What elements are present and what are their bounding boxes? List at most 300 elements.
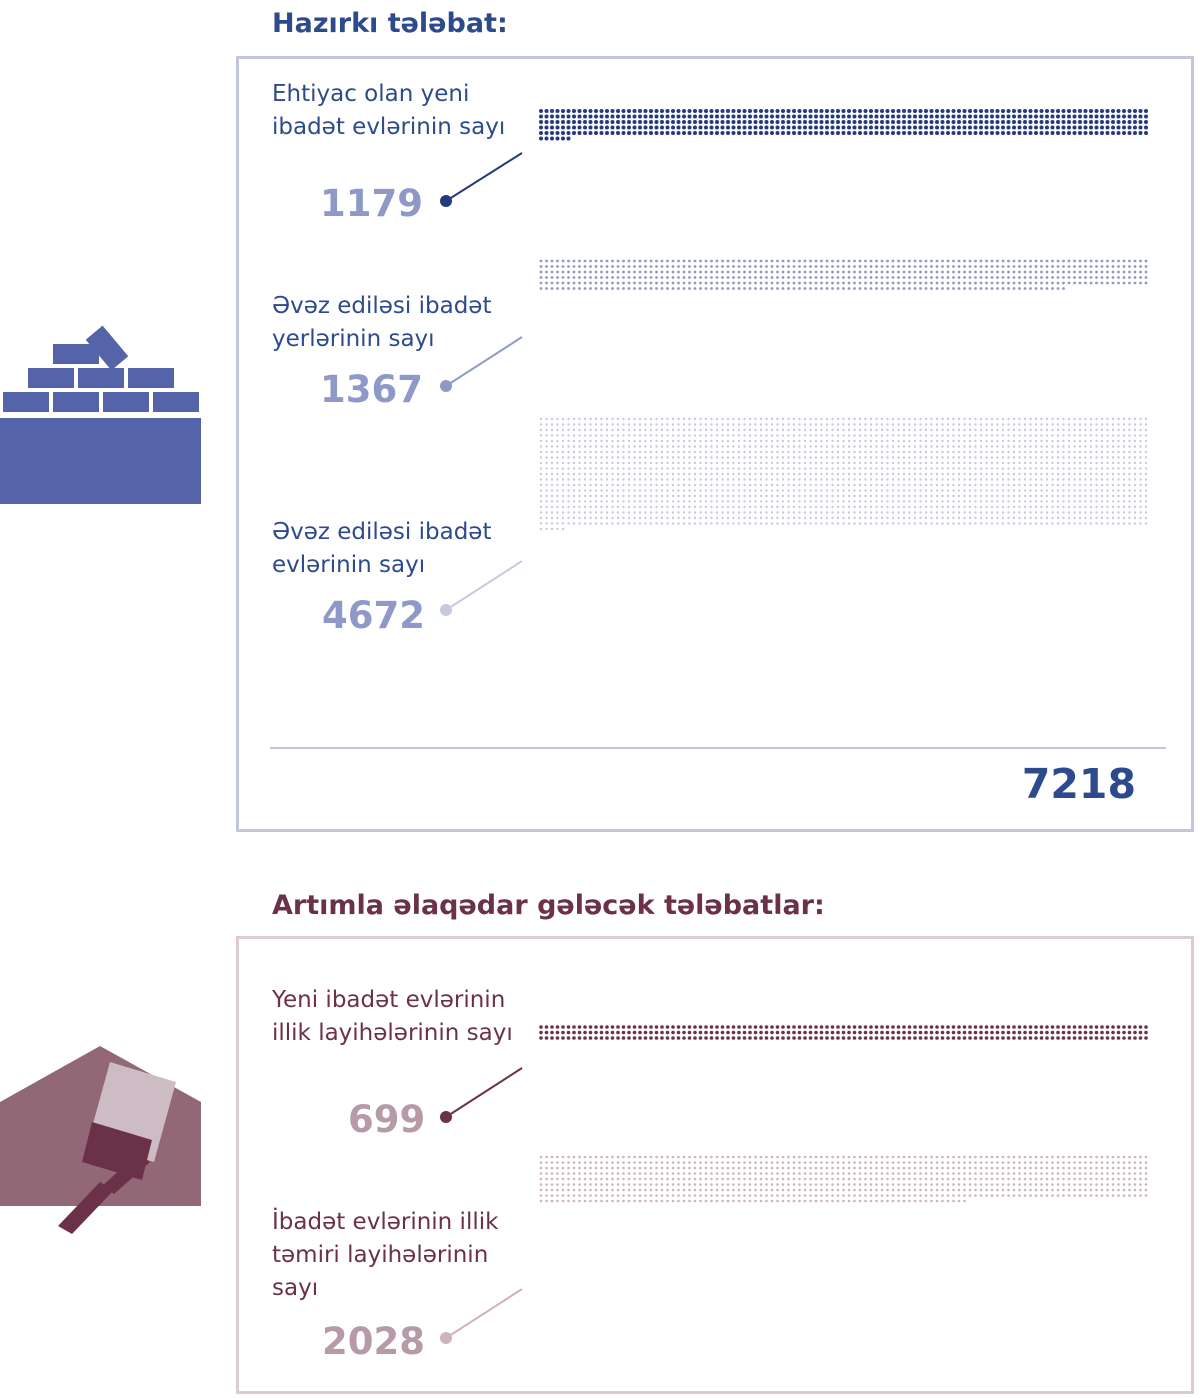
dot-mark — [996, 260, 999, 263]
dot-mark — [930, 1156, 933, 1159]
dot-mark — [875, 423, 877, 425]
dot-mark — [743, 506, 745, 508]
dot-mark — [864, 434, 866, 436]
dot-mark — [936, 484, 938, 486]
dot-mark — [1001, 109, 1005, 113]
dot-mark — [848, 287, 851, 290]
dot-mark — [1139, 1189, 1142, 1192]
dot-mark — [875, 489, 877, 491]
dot-mark — [782, 1183, 785, 1186]
dot-mark — [771, 418, 773, 420]
dot-mark — [996, 500, 998, 502]
dot-mark — [820, 445, 822, 447]
dot-mark — [1101, 440, 1103, 442]
dot-mark — [1101, 265, 1104, 268]
dot-mark — [826, 423, 828, 425]
dot-mark — [815, 484, 817, 486]
dot-mark — [562, 1167, 565, 1170]
dot-mark — [622, 522, 624, 524]
dot-mark — [688, 1025, 692, 1029]
dot-mark — [1095, 522, 1097, 524]
dot-mark — [1084, 478, 1086, 480]
dot-mark — [672, 511, 674, 513]
dot-mark — [628, 445, 630, 447]
dot-mark — [969, 271, 972, 274]
dot-mark — [864, 418, 866, 420]
dot-mark — [1040, 282, 1043, 285]
dot-mark — [617, 517, 619, 519]
dot-mark — [776, 489, 778, 491]
dot-mark — [611, 265, 614, 268]
dot-mark — [716, 429, 718, 431]
dot-mark — [743, 500, 745, 502]
dot-mark — [611, 1178, 614, 1181]
dot-mark — [842, 271, 845, 274]
dot-mark — [600, 115, 604, 119]
dot-mark — [936, 287, 939, 290]
dot-mark — [1106, 1194, 1109, 1197]
dot-mark — [859, 1172, 862, 1175]
dot-mark — [1139, 489, 1141, 491]
dot-mark — [716, 467, 718, 469]
dot-mark — [870, 271, 873, 274]
dot-mark — [996, 1189, 999, 1192]
dot-mark — [897, 265, 900, 268]
dot-mark — [1018, 287, 1021, 290]
dot-mark — [661, 260, 664, 263]
dot-mark — [787, 495, 789, 497]
dot-mark — [578, 429, 580, 431]
dot-mark — [732, 126, 736, 130]
dot-mark — [661, 511, 663, 513]
dot-mark — [875, 495, 877, 497]
dot-mark — [853, 456, 855, 458]
dot-mark — [1123, 265, 1126, 268]
dot-mark — [842, 423, 844, 425]
dot-mark — [727, 287, 730, 290]
dot-mark — [886, 1194, 889, 1197]
dot-mark — [677, 434, 679, 436]
dot-mark — [974, 1156, 977, 1159]
dot-mark — [930, 495, 932, 497]
dot-mark — [936, 451, 938, 453]
dot-mark — [693, 115, 697, 119]
dot-mark — [1002, 1172, 1005, 1175]
dot-mark — [611, 120, 615, 124]
dot-mark — [639, 1189, 642, 1192]
dot-mark — [930, 1161, 933, 1164]
dot-mark — [1128, 1031, 1132, 1035]
dot-mark — [787, 429, 789, 431]
dot-mark — [864, 276, 867, 279]
dot-mark — [1073, 1036, 1077, 1040]
dot-mark — [655, 434, 657, 436]
dot-mark — [1040, 276, 1043, 279]
dot-mark — [837, 1178, 840, 1181]
dot-mark — [628, 1194, 631, 1197]
dot-mark — [903, 1167, 906, 1170]
dot-mark — [1073, 1161, 1076, 1164]
dot-mark — [908, 429, 910, 431]
dot-mark — [699, 489, 701, 491]
dot-mark — [864, 1036, 868, 1040]
dot-mark — [644, 451, 646, 453]
dot-mark — [826, 440, 828, 442]
dot-mark — [1068, 511, 1070, 513]
dot-mark — [853, 1025, 857, 1029]
dot-mark — [914, 506, 916, 508]
dot-mark — [787, 1156, 790, 1159]
dot-mark — [1123, 276, 1126, 279]
dot-mark — [600, 478, 602, 480]
dot-mark — [677, 451, 679, 453]
dot-mark — [666, 495, 668, 497]
dot-mark — [1073, 500, 1075, 502]
dot-mark — [1089, 126, 1093, 130]
dot-mark — [694, 451, 696, 453]
dot-mark — [655, 1189, 658, 1192]
dot-mark — [914, 429, 916, 431]
dot-mark — [633, 276, 636, 279]
dot-mark — [765, 276, 768, 279]
dot-mark — [1090, 429, 1092, 431]
dot-mark — [606, 1200, 609, 1203]
dot-mark — [963, 429, 965, 431]
dot-mark — [798, 1183, 801, 1186]
dot-mark — [908, 511, 910, 513]
dot-mark — [638, 126, 642, 130]
dot-mark — [732, 287, 735, 290]
dot-mark — [562, 445, 564, 447]
dot-mark — [760, 495, 762, 497]
dot-mark — [705, 451, 707, 453]
dot-mark — [1013, 265, 1016, 268]
dot-mark — [831, 1183, 834, 1186]
dot-mark — [831, 120, 835, 124]
dot-mark — [952, 418, 954, 420]
dot-mark — [743, 484, 745, 486]
dot-mark — [919, 484, 921, 486]
dot-mark — [991, 473, 993, 475]
dot-mark — [616, 120, 620, 124]
dot-mark — [782, 522, 784, 524]
dot-mark — [963, 271, 966, 274]
dot-mark — [979, 1031, 983, 1035]
dot-mark — [715, 109, 719, 113]
dot-mark — [754, 500, 756, 502]
dot-mark — [638, 120, 642, 124]
dot-mark — [672, 456, 674, 458]
dot-mark — [787, 1200, 790, 1203]
dot-mark — [1134, 495, 1136, 497]
dot-mark — [1073, 517, 1075, 519]
dot-mark — [809, 1036, 813, 1040]
dot-mark — [628, 282, 631, 285]
dot-mark — [754, 287, 757, 290]
dot-mark — [886, 478, 888, 480]
dot-mark — [1051, 473, 1053, 475]
dot-mark — [804, 1200, 807, 1203]
dot-mark — [699, 478, 701, 480]
dot-mark — [1068, 1183, 1071, 1186]
dot-mark — [584, 1172, 587, 1175]
dot-mark — [583, 1031, 587, 1035]
dot-mark — [1068, 467, 1070, 469]
dot-mark — [611, 445, 613, 447]
dot-mark — [826, 445, 828, 447]
dot-mark — [1068, 429, 1070, 431]
dot-mark — [1073, 265, 1076, 268]
dot-mark — [727, 1183, 730, 1186]
dot-mark — [1018, 440, 1020, 442]
dot-mark — [804, 489, 806, 491]
dot-mark — [941, 1178, 944, 1181]
dot-mark — [798, 495, 800, 497]
dot-mark — [985, 517, 987, 519]
dot-mark — [870, 287, 873, 290]
dot-mark — [705, 423, 707, 425]
dot-mark — [771, 522, 773, 524]
dot-mark — [914, 1178, 917, 1181]
dot-mark — [660, 109, 664, 113]
dot-mark — [1101, 511, 1103, 513]
dot-mark — [1079, 1156, 1082, 1159]
dot-mark — [1139, 1172, 1142, 1175]
dot-mark — [1040, 271, 1043, 274]
dot-mark — [595, 276, 598, 279]
dot-mark — [1018, 423, 1020, 425]
dot-mark — [1117, 456, 1119, 458]
dot-mark — [881, 1178, 884, 1181]
dot-mark — [760, 418, 762, 420]
dot-mark — [1024, 1156, 1027, 1159]
dot-mark — [677, 1161, 680, 1164]
dot-mark — [721, 282, 724, 285]
dot-mark — [748, 109, 752, 113]
dot-mark — [628, 429, 630, 431]
dot-mark — [1095, 511, 1097, 513]
dot-mark — [1035, 423, 1037, 425]
dot-mark — [919, 429, 921, 431]
dot-mark — [1145, 440, 1147, 442]
dot-mark — [991, 511, 993, 513]
dot-mark — [551, 418, 553, 420]
dot-mark — [606, 522, 608, 524]
dot-mark — [1018, 1178, 1021, 1181]
dot-mark — [1013, 495, 1015, 497]
dot-mark — [628, 1189, 631, 1192]
dot-mark — [947, 271, 950, 274]
dot-mark — [908, 467, 910, 469]
dot-mark — [864, 115, 868, 119]
dot-mark — [655, 429, 657, 431]
dot-mark — [749, 434, 751, 436]
dot-mark — [930, 1194, 933, 1197]
dot-mark — [589, 1025, 593, 1029]
dot-mark — [562, 271, 565, 274]
dot-mark — [1040, 495, 1042, 497]
dot-mark — [853, 1167, 856, 1170]
dot-mark — [864, 131, 868, 135]
dot-mark — [622, 517, 624, 519]
dot-mark — [760, 1178, 763, 1181]
dot-mark — [1001, 120, 1005, 124]
dot-mark — [650, 478, 652, 480]
dot-mark — [963, 1167, 966, 1170]
dot-mark — [600, 1178, 603, 1181]
dot-mark — [880, 131, 884, 135]
dot-mark — [820, 522, 822, 524]
dot-mark — [974, 271, 977, 274]
dot-mark — [908, 478, 910, 480]
dot-mark — [562, 451, 564, 453]
dot-mark — [809, 456, 811, 458]
dot-mark — [1046, 522, 1048, 524]
dot-mark — [1046, 287, 1049, 290]
dot-mark — [683, 1200, 686, 1203]
dot-mark — [815, 287, 818, 290]
dot-mark — [704, 109, 708, 113]
dot-mark — [666, 451, 668, 453]
dot-mark — [655, 462, 657, 464]
dot-mark — [1128, 506, 1130, 508]
dot-mark — [1095, 451, 1097, 453]
dot-mark — [683, 271, 686, 274]
dot-mark — [551, 484, 553, 486]
dot-mark — [688, 484, 690, 486]
dot-mark — [1133, 1025, 1137, 1029]
dot-mark — [1134, 1189, 1137, 1192]
dot-mark — [694, 423, 696, 425]
dot-mark — [699, 260, 702, 263]
dot-mark — [633, 1189, 636, 1192]
dot-mark — [1002, 467, 1004, 469]
dot-mark — [562, 489, 564, 491]
dot-mark — [870, 517, 872, 519]
dot-mark — [815, 506, 817, 508]
dot-mark — [672, 489, 674, 491]
dot-mark — [628, 1167, 631, 1170]
dot-mark — [600, 1036, 604, 1040]
dot-mark — [732, 484, 734, 486]
dot-mark — [815, 1189, 818, 1192]
dot-mark — [1062, 500, 1064, 502]
dot-mark — [600, 260, 603, 263]
dot-mark — [870, 276, 873, 279]
dot-mark — [936, 423, 938, 425]
dot-mark — [776, 1172, 779, 1175]
dot-mark — [545, 511, 547, 513]
dot-mark — [1051, 506, 1053, 508]
dot-mark — [562, 511, 564, 513]
dot-mark — [1051, 1194, 1054, 1197]
dot-mark — [545, 495, 547, 497]
dot-mark — [595, 511, 597, 513]
dot-mark — [672, 1167, 675, 1170]
dot-mark — [562, 484, 564, 486]
dot-mark — [655, 282, 658, 285]
dot-mark — [595, 440, 597, 442]
dot-mark — [908, 489, 910, 491]
dot-mark — [727, 467, 729, 469]
dot-mark — [952, 1200, 955, 1203]
dot-mark — [853, 462, 855, 464]
dot-mark — [1034, 115, 1038, 119]
dot-mark — [633, 1178, 636, 1181]
dot-mark — [551, 522, 553, 524]
dot-mark — [573, 265, 576, 268]
dot-mark — [540, 1172, 543, 1175]
dot-mark — [589, 506, 591, 508]
dot-mark — [572, 1031, 576, 1035]
dot-mark — [606, 1189, 609, 1192]
dot-mark — [732, 1194, 735, 1197]
dot-mark — [754, 467, 756, 469]
dot-mark — [578, 271, 581, 274]
dot-mark — [809, 1183, 812, 1186]
dot-mark — [573, 1156, 576, 1159]
dot-mark — [710, 1025, 714, 1029]
dot-mark — [831, 1031, 835, 1035]
dot-mark — [870, 462, 872, 464]
dot-mark — [1112, 489, 1114, 491]
dot-mark — [1084, 522, 1086, 524]
dot-mark — [622, 484, 624, 486]
dot-mark — [842, 522, 844, 524]
dot-mark — [980, 440, 982, 442]
dot-mark — [567, 126, 571, 130]
dot-mark — [1018, 484, 1020, 486]
dot-mark — [1128, 478, 1130, 480]
dot-mark — [1040, 1156, 1043, 1159]
dot-mark — [1018, 115, 1022, 119]
dot-mark — [556, 126, 560, 130]
dot-mark — [754, 506, 756, 508]
dot-mark — [727, 429, 729, 431]
dot-mark — [1145, 1156, 1148, 1159]
dot-mark — [925, 500, 927, 502]
dot-mark — [556, 451, 558, 453]
dot-mark — [561, 1031, 565, 1035]
dot-mark — [633, 456, 635, 458]
dot-mark — [705, 1194, 708, 1197]
dot-mark — [666, 478, 668, 480]
dot-mark — [1002, 1178, 1005, 1181]
dot-mark — [787, 467, 789, 469]
dot-mark — [892, 478, 894, 480]
dot-mark — [1040, 115, 1044, 119]
dot-mark — [886, 489, 888, 491]
dot-mark — [578, 484, 580, 486]
dot-mark — [809, 271, 812, 274]
dot-mark — [661, 1172, 664, 1175]
dot-mark — [946, 1036, 950, 1040]
dot-mark — [644, 109, 648, 113]
dot-mark — [622, 131, 626, 135]
dot-mark — [1068, 473, 1070, 475]
dot-mark — [567, 1178, 570, 1181]
dot-mark — [589, 126, 593, 130]
dot-mark — [996, 489, 998, 491]
dot-mark — [556, 287, 559, 290]
dot-mark — [958, 434, 960, 436]
dot-mark — [963, 265, 966, 268]
dot-mark — [837, 287, 840, 290]
dot-mark — [639, 1200, 642, 1203]
dot-mark — [578, 489, 580, 491]
dot-mark — [1040, 500, 1042, 502]
dot-mark — [567, 1167, 570, 1170]
